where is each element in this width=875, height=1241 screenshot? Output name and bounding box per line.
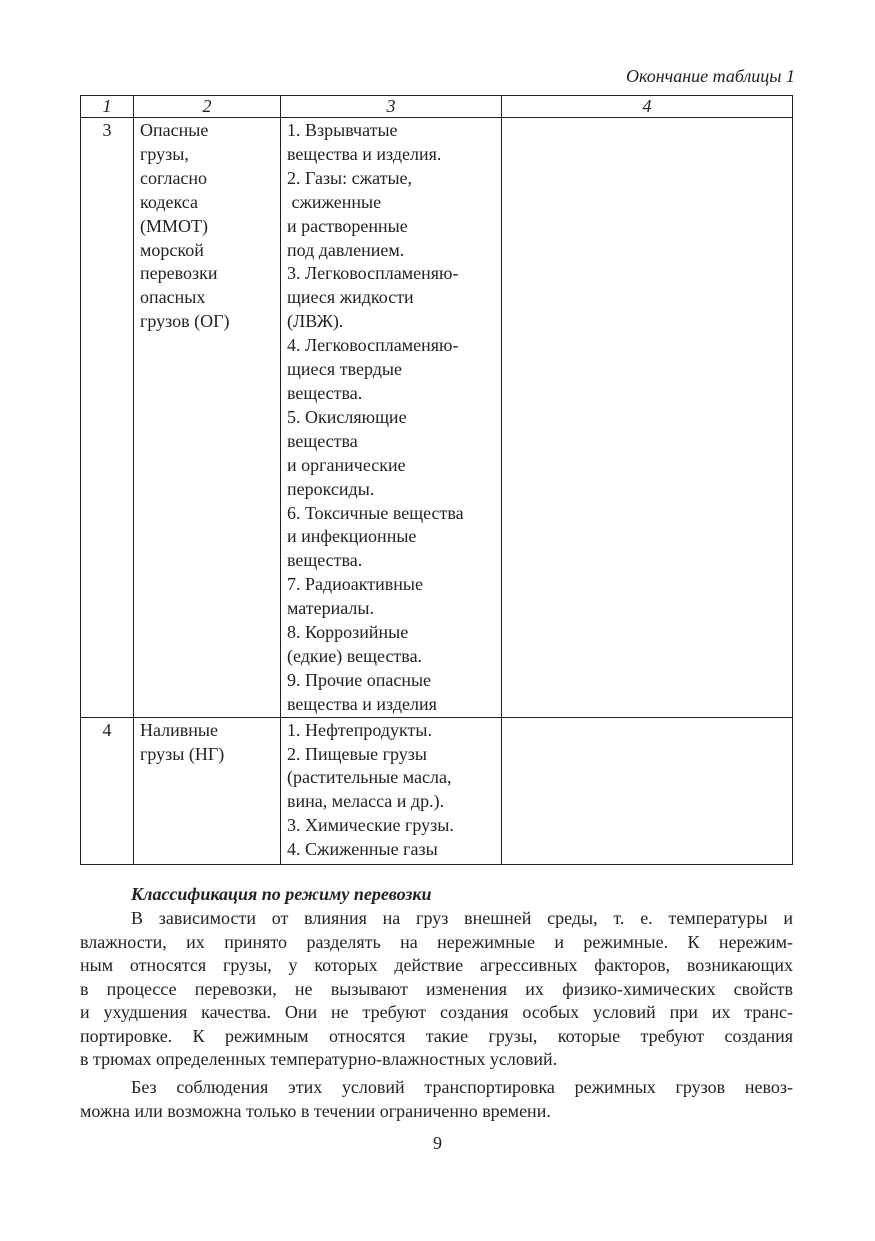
cell-line: и растворенные: [287, 215, 408, 236]
paragraph-line: портировке. К режимным относятся такие грузы, которые требуют создания: [80, 1025, 793, 1046]
body-paragraph-1: [80, 907, 793, 1072]
cell-line: под давлением.: [287, 239, 405, 260]
table-row: [81, 717, 793, 864]
cell-line: 4. Легковоспламеняю-: [287, 335, 459, 356]
cell-line: 3. Легковоспламеняю-: [287, 263, 459, 284]
header-col-1: 1: [81, 96, 134, 118]
cargo-subtypes: [281, 118, 502, 718]
cell-line: щиеся жидкости: [287, 287, 414, 308]
cell-line: Опасные: [140, 120, 209, 140]
cell-line: 5. Окисляющие: [287, 406, 407, 427]
cell-line: (ЛВЖ).: [287, 311, 344, 332]
row-number: 4: [81, 717, 134, 864]
cell-line: морской: [140, 239, 204, 260]
header-col-3: 3: [281, 96, 502, 118]
paragraph-line: В зависимости от влияния на груз внешней среды, т. е. температуры и: [131, 908, 793, 928]
cargo-subtypes: [281, 717, 502, 864]
table-caption: Окончание таблицы 1: [625, 66, 795, 86]
cell-line: 2. Газы: сжатые,: [287, 167, 413, 188]
cargo-classification-table: [80, 95, 793, 865]
paragraph-line: в процессе перевозки, не вызывают изменения их физико-химических свойств: [80, 978, 793, 999]
cell-line: Наливные: [140, 719, 218, 740]
cell-line: 1. Нефтепродукты.: [287, 719, 432, 740]
cell-line: вещества.: [287, 382, 363, 403]
cell-line: пероксиды.: [287, 478, 375, 499]
cell-line: вещества.: [287, 550, 363, 571]
cell-line: вещества и изделия: [287, 693, 437, 714]
cargo-notes: [502, 118, 793, 718]
cell-line: 3. Химические грузы.: [287, 815, 454, 836]
cell-line: материалы.: [287, 598, 375, 619]
paragraph-line: можна или возможна только в течении ограниченно времени.: [80, 1100, 551, 1121]
cell-line: 2. Пищевые грузы: [287, 743, 427, 764]
table-header-row: [81, 96, 793, 118]
section-heading: Классификация по режиму перевозки: [131, 884, 432, 904]
table-row: [81, 118, 793, 718]
cell-line: вина, меласса и др.).: [287, 791, 445, 812]
paragraph-line: ным относятся грузы, у которых действие агрессивных факторов, возникающих: [80, 955, 793, 975]
cell-line: и органические: [287, 454, 406, 475]
cell-line: 6. Токсичные вещества: [287, 502, 464, 523]
page-number: 9: [433, 1133, 442, 1153]
cell-line: опасных: [140, 287, 206, 308]
cell-line: вещества: [287, 430, 358, 451]
cell-line: грузы,: [140, 143, 189, 164]
cell-line: 4. Сжиженные газы: [287, 839, 438, 860]
paragraph-line: в трюмах определенных температурно-влажностных условий.: [80, 1049, 558, 1069]
cell-line: 1. Взрывчатые: [287, 120, 398, 140]
cell-line: и инфекционные: [287, 526, 417, 547]
cell-line: (растительные масла,: [287, 767, 452, 788]
cell-line: вещества и изделия.: [287, 143, 442, 164]
paragraph-line: и ухудшения качества. Они не требуют создания особых условий при их транс-: [80, 1002, 793, 1022]
cargo-notes: [502, 717, 793, 864]
cell-line: 8. Коррозийные: [287, 622, 409, 643]
paragraph-line: Без соблюдения этих условий транспортировка режимных грузов невоз-: [131, 1077, 793, 1097]
cell-line: грузы (НГ): [140, 743, 225, 764]
paragraph-line: влажности, их принято разделять на нережимные и режимные. К нережим-: [80, 931, 793, 952]
cell-line: (ММОТ): [140, 215, 208, 236]
cell-line: грузов (ОГ): [140, 311, 230, 332]
cell-line: щиеся твердые: [287, 359, 402, 380]
body-paragraph-2: [80, 1076, 793, 1123]
cargo-group-name: [134, 717, 281, 864]
cell-line: 7. Радиоактивные: [287, 574, 424, 595]
cargo-group-name: [134, 118, 281, 718]
cell-line: сжиженные: [287, 191, 382, 212]
row-number: 3: [81, 118, 134, 718]
header-col-4: 4: [502, 96, 793, 118]
cell-line: (едкие) вещества.: [287, 645, 423, 666]
cell-line: кодекса: [140, 191, 198, 212]
cell-line: согласно: [140, 167, 208, 188]
header-col-2: 2: [134, 96, 281, 118]
cell-line: перевозки: [140, 263, 218, 284]
cell-line: 9. Прочие опасные: [287, 669, 432, 690]
